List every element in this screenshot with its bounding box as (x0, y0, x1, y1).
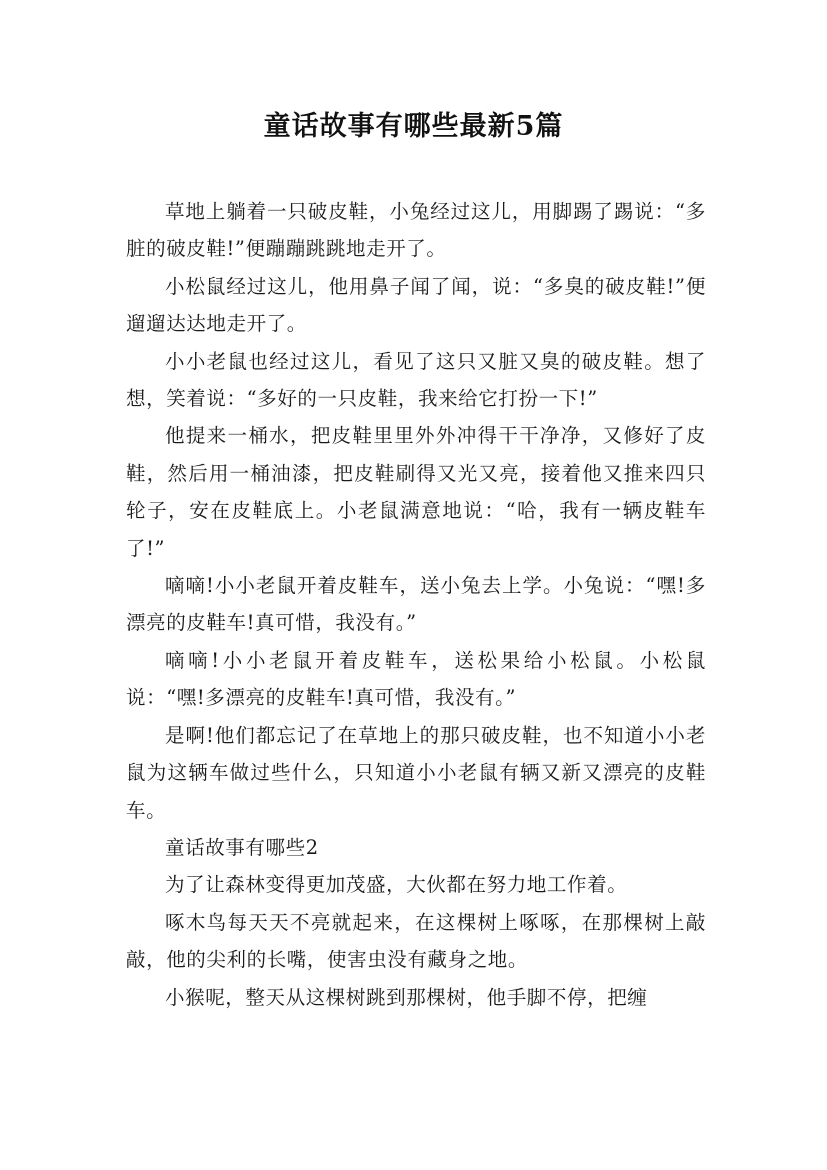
paragraph: 是啊!他们都忘记了在草地上的那只破皮鞋，也不知道小小老鼠为这辆车做过些什么，只知道小小老鼠有辆又新又漂亮的皮鞋车。 (126, 723, 706, 822)
paragraph: 小松鼠经过这儿，他用鼻子闻了闻，说：“多臭的破皮鞋!”便遛遛达达地走开了。 (126, 274, 706, 336)
document-title: 童话故事有哪些最新5篇 (263, 111, 564, 142)
section-heading: 童话故事有哪些2 (165, 835, 319, 859)
paragraph: 嘀嘀!小小老鼠开着皮鞋车，送松果给小松鼠。小松鼠说：“嘿!多漂亮的皮鞋车!真可惜，我没有。” (126, 648, 706, 710)
paragraph: 草地上躺着一只破皮鞋，小兔经过这儿，用脚踢了踢说：“多脏的破皮鞋!”便蹦蹦跳跳地走开了。 (126, 200, 706, 261)
paragraph: 啄木鸟每天天不亮就起来，在这棵树上啄啄，在那棵树上敲敲，他的尖利的长嘴，使害虫没有藏身之地。 (126, 910, 706, 972)
paragraph: 小猴呢，整天从这棵树跳到那棵树，他手脚不停，把缠 (165, 985, 648, 1009)
paragraph: 嘀嘀!小小老鼠开着皮鞋车，送小兔去上学。小兔说：“嘿!多漂亮的皮鞋车!真可惜，我没有。” (126, 574, 706, 635)
paragraph: 他提来一桶水，把皮鞋里里外外冲得干干净净，又修好了皮鞋，然后用一桶油漆，把皮鞋刷得又光又亮，接着他又推来四只轮子，安在皮鞋底上。小老鼠满意地说：“哈，我有一辆皮鞋车了!” (126, 424, 706, 560)
paragraph: 为了让森林变得更加茂盛，大伙都在努力地工作着。 (165, 873, 628, 897)
document-body (126, 193, 706, 1016)
paragraph: 小小老鼠也经过这儿，看见了这只又脏又臭的破皮鞋。想了想，笑着说：“多好的一只皮鞋，我来给它打扮一下!” (126, 349, 706, 411)
